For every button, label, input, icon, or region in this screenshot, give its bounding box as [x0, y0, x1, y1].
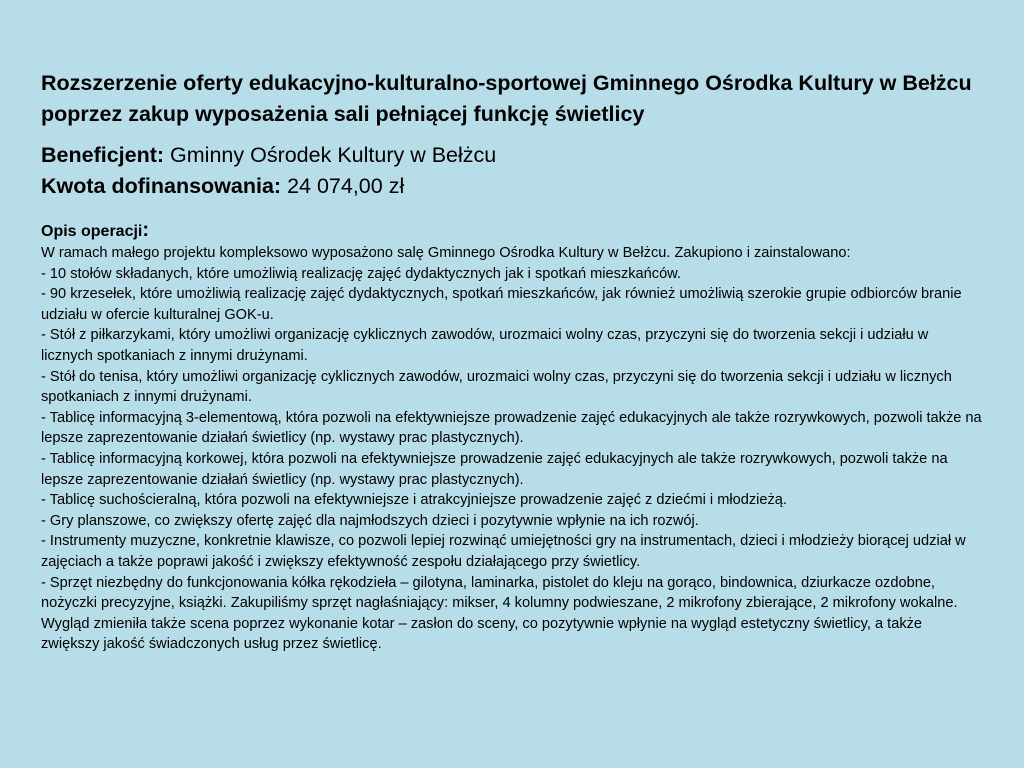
- description-intro: W ramach małego projektu kompleksowo wyposażono salę Gminnego Ośrodka Kultury w Bełżcu. Zakupiono i zainstalowano:: [41, 245, 851, 261]
- funding-value: 24 074,00 zł: [287, 174, 405, 198]
- description-heading-text: Opis operacji: [41, 223, 143, 240]
- list-item: - Stół z piłkarzykami, który umożliwi organizację cyklicznych zawodów, urozmaici wolny czas, przyczyni się do tworzenia sekcji i udziału w licznych spotkaniach z innymi drużynami.: [41, 327, 929, 364]
- description-body: [41, 243, 984, 655]
- list-item: - Tablicę informacyjną korkowej, która pozwoli na efektywniejsze prowadzenie zajęć edukacyjnych ale także rozrywkowych, pozwoli także na lepsze zaprezentowanie działań świetlicy (np. wystawy prac plastycznych).: [41, 450, 948, 488]
- project-meta: [41, 140, 984, 202]
- list-item: - Gry planszowe, co zwiększy ofertę zajęć dla najmłodszych dzieci i pozytywnie wpłynie na ich rozwój.: [41, 512, 699, 529]
- beneficiary-label: Beneficjent:: [41, 143, 165, 167]
- list-item: - Sprzęt niezbędny do funkcjonowania kółka rękodzieła – gilotyna, laminarka, pistolet do kleju na gorąco, bindownica, dziurkacze ozdobne, nożyczki precyzyjne, książki. Zakupiliśmy sprzęt nagłaśniający: mikser, 4 kolumny podwieszane, 2 mikrofony zbierające, 2 mikrofony wokalne.: [41, 574, 958, 612]
- list-item: - Stół do tenisa, który umożliwi organizację cyklicznych zawodów, urozmaici wolny czas, przyczyni się do tworzenia sekcji i udziału w licznych spotkaniach z innymi drużynami.: [41, 368, 952, 406]
- beneficiary-row: [41, 140, 984, 171]
- list-item: - Tablicę suchościeralną, która pozwoli na efektywniejsze i atrakcyjniejsze prowadzenie zajęć z dziećmi i młodzieżą.: [41, 492, 787, 509]
- funding-label: Kwota dofinansowania:: [41, 174, 282, 198]
- page-title: Rozszerzenie oferty edukacyjno-kulturalno-sportowej Gminnego Ośrodka Kultury w Bełżcu poprzez zakup wyposażenia sali pełniącej funkcję świetlicy: [41, 71, 972, 126]
- description-heading: [41, 219, 984, 243]
- operation-description: [41, 219, 984, 655]
- description-heading-colon: :: [142, 219, 150, 241]
- list-item: - 10 stołów składanych, które umożliwią realizację zajęć dydaktycznych jak i spotkań mieszkańców.: [41, 265, 681, 282]
- description-closing: Wygląd zmieniła także scena poprzez wykonanie kotar – zasłon do sceny, co pozytywnie wpłynie na wygląd estetyczny świetlicy, a także zwiększy jakość świadczonych usług przez świetlicę.: [41, 615, 923, 653]
- list-item: - 90 krzesełek, które umożliwią realizację zajęć dydaktycznych, spotkań mieszkańców, jak również umożliwią szerokie grupie odbiorców branie udziału w ofercie kulturalnej GOK-u.: [41, 286, 962, 323]
- list-item: - Instrumenty muzyczne, konkretnie klawisze, co pozwoli lepiej rozwinąć umiejętności gry na instrumentach, dzieci i młodzieży biorącej udział w zajęciach a także poprawi jakość i zwiększy efektywność zespołu działającego przy świetlicy.: [41, 533, 966, 570]
- list-item: - Tablicę informacyjną 3-elementową, która pozwoli na efektywniejsze prowadzenie zajęć edukacyjnych ale także rozrywkowych, pozwoli także na lepsze zaprezentowanie działań świetlicy (np. wystawy prac plastycznych).: [41, 409, 982, 447]
- beneficiary-value: Gminny Ośrodek Kultury w Bełżcu: [170, 143, 497, 167]
- funding-row: [41, 171, 984, 202]
